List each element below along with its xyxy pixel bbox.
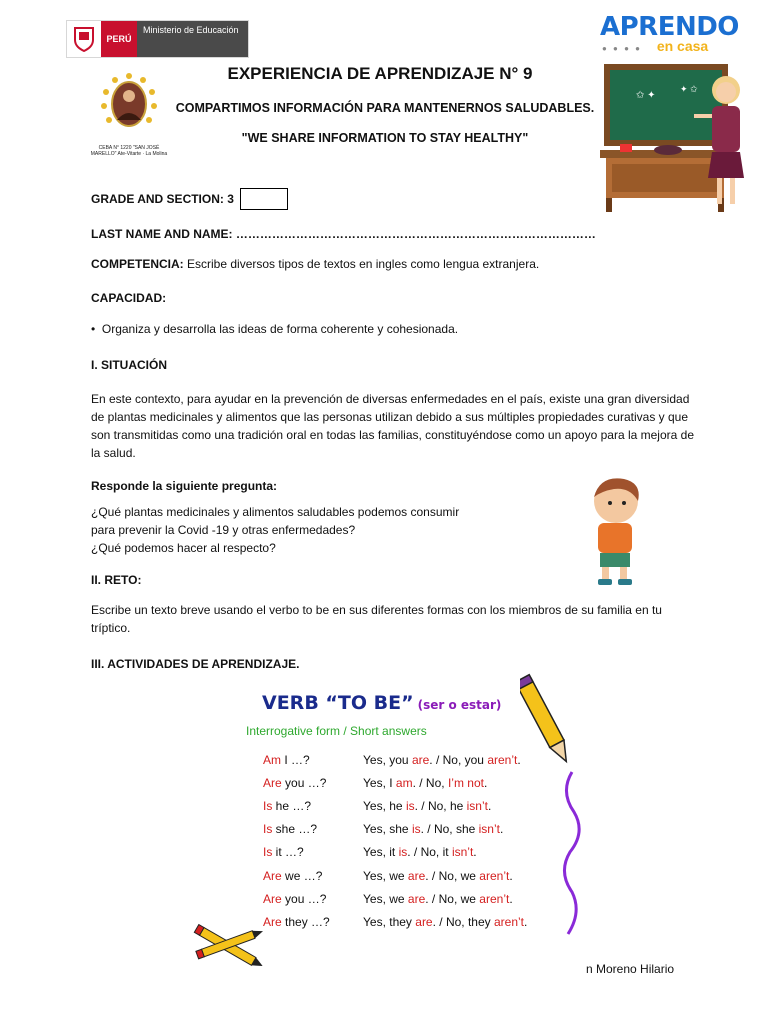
- teacher-illustration: [598, 60, 758, 220]
- verb-question: Are we …?: [263, 869, 323, 883]
- verb-question: Is it …?: [263, 845, 304, 859]
- verb-answer: Yes, she is. / No, she isn’t.: [363, 822, 504, 836]
- subtitle-spanish: COMPARTIMOS INFORMACIÓN PARA MANTENERNOS SALUDABLES.: [175, 101, 595, 115]
- svg-text:✦ ✩: ✦ ✩: [680, 84, 698, 94]
- aprendo-en-casa-logo: [600, 12, 739, 54]
- verb-answer: Yes, he is. / No, he isn’t.: [363, 799, 492, 813]
- situacion-paragraph: En este contexto, para ayudar en la prevención de diversas enfermedades en el país, existe una gran diversidad de plantas medicinales y alimentos que las personas utilizan debido a sus múltiples propiedades curativas y que son transmitidas como una tradición oral en todas las familias, constituyéndose como un apoyo para la mejora de la salud.: [91, 392, 694, 460]
- en-casa-text: en casa: [656, 38, 709, 54]
- thinking-boy-illustration: [580, 475, 650, 587]
- verb-question: Are they …?: [263, 915, 330, 929]
- school-logo: [86, 70, 172, 170]
- competencia-label: COMPETENCIA:: [91, 257, 184, 271]
- logo-dots-icon: ● ● ● ●: [602, 44, 642, 53]
- peru-shield-icon: [67, 21, 101, 57]
- section-reto-heading: II. RETO:: [91, 573, 142, 587]
- pencil-squiggle-icon: [520, 672, 590, 952]
- subtitle-english: "WE SHARE INFORMATION TO STAY HEALTHY": [241, 131, 529, 145]
- pregunta-line-3: ¿Qué podemos hacer al respecto?: [91, 541, 276, 555]
- author-name: n Moreno Hilario: [586, 962, 675, 976]
- minedu-logo: [66, 20, 249, 58]
- verb-answer: Yes, we are. / No, we aren’t.: [363, 869, 513, 883]
- verb-answer: Yes, you are. / No, you aren’t.: [363, 753, 521, 767]
- grade-section-field[interactable]: [240, 188, 288, 210]
- pregunta-line-1: ¿Qué plantas medicinales y alimentos saludables podemos consumir: [91, 505, 460, 519]
- ministry-label: Ministerio de Educación: [137, 21, 248, 57]
- capacidad-item-text: Organiza y desarrolla las ideas de forma coherente y cohesionada.: [101, 322, 459, 336]
- verb-question: Are you …?: [263, 776, 327, 790]
- school-logo-text: CEBA N° 1220 "SAN JOSÉ MARELLO" Ate-Vitarte · La Molina: [90, 145, 168, 157]
- bullet-icon: •: [91, 322, 102, 336]
- verb-question: Are you …?: [263, 892, 327, 906]
- verb-answer: Yes, I am. / No, I’m not.: [363, 776, 488, 790]
- competencia-line: [91, 255, 539, 273]
- competencia-text: Escribe diversos tipos de textos en ingles como lengua extranjera.: [183, 257, 540, 271]
- verb-answer: Yes, they are. / No, they aren’t.: [363, 915, 528, 929]
- section-situacion-heading: I. SITUACIÓN: [91, 358, 168, 372]
- verb-question: Is he …?: [263, 799, 312, 813]
- verb-to-be-title: [262, 692, 501, 714]
- verb-title-spanish: (ser o estar): [417, 698, 502, 712]
- verb-question: Is she …?: [263, 822, 318, 836]
- school-emblem-icon: [99, 70, 159, 140]
- verb-title-text: VERB “TO BE”: [262, 692, 414, 714]
- verb-subtitle: Interrogative form / Short answers: [246, 724, 427, 738]
- verb-answer: Yes, we are. / No, we aren’t.: [363, 892, 513, 906]
- capacidad-label: CAPACIDAD:: [91, 291, 167, 305]
- verb-answer: Yes, it is. / No, it isn’t.: [363, 845, 477, 859]
- aprendo-text: APRENDO: [600, 12, 739, 42]
- capacidad-item: [91, 320, 458, 338]
- grade-section-label: GRADE AND SECTION: 3: [91, 192, 234, 206]
- peru-label: PERÚ: [101, 21, 137, 57]
- crossed-pencils-icon: [188, 918, 270, 974]
- reto-paragraph: Escribe un texto breve usando el verbo to be en sus diferentes formas con los miembros de su familia en tu tríptico.: [91, 603, 662, 635]
- svg-text:✩ ✦: ✩ ✦: [636, 90, 656, 101]
- section-actividades-heading: III. ACTIVIDADES DE APRENDIZAJE.: [91, 657, 300, 671]
- verb-question: Am I …?: [263, 753, 310, 767]
- name-field-label: LAST NAME AND NAME: ………………………………………………………………………………: [91, 227, 596, 241]
- page-title: EXPERIENCIA DE APRENDIZAJE N° 9: [227, 64, 533, 83]
- pregunta-line-2: para prevenir la Covid -19 y otras enfermedades?: [91, 523, 356, 537]
- pregunta-label: Responde la siguiente pregunta:: [91, 479, 278, 493]
